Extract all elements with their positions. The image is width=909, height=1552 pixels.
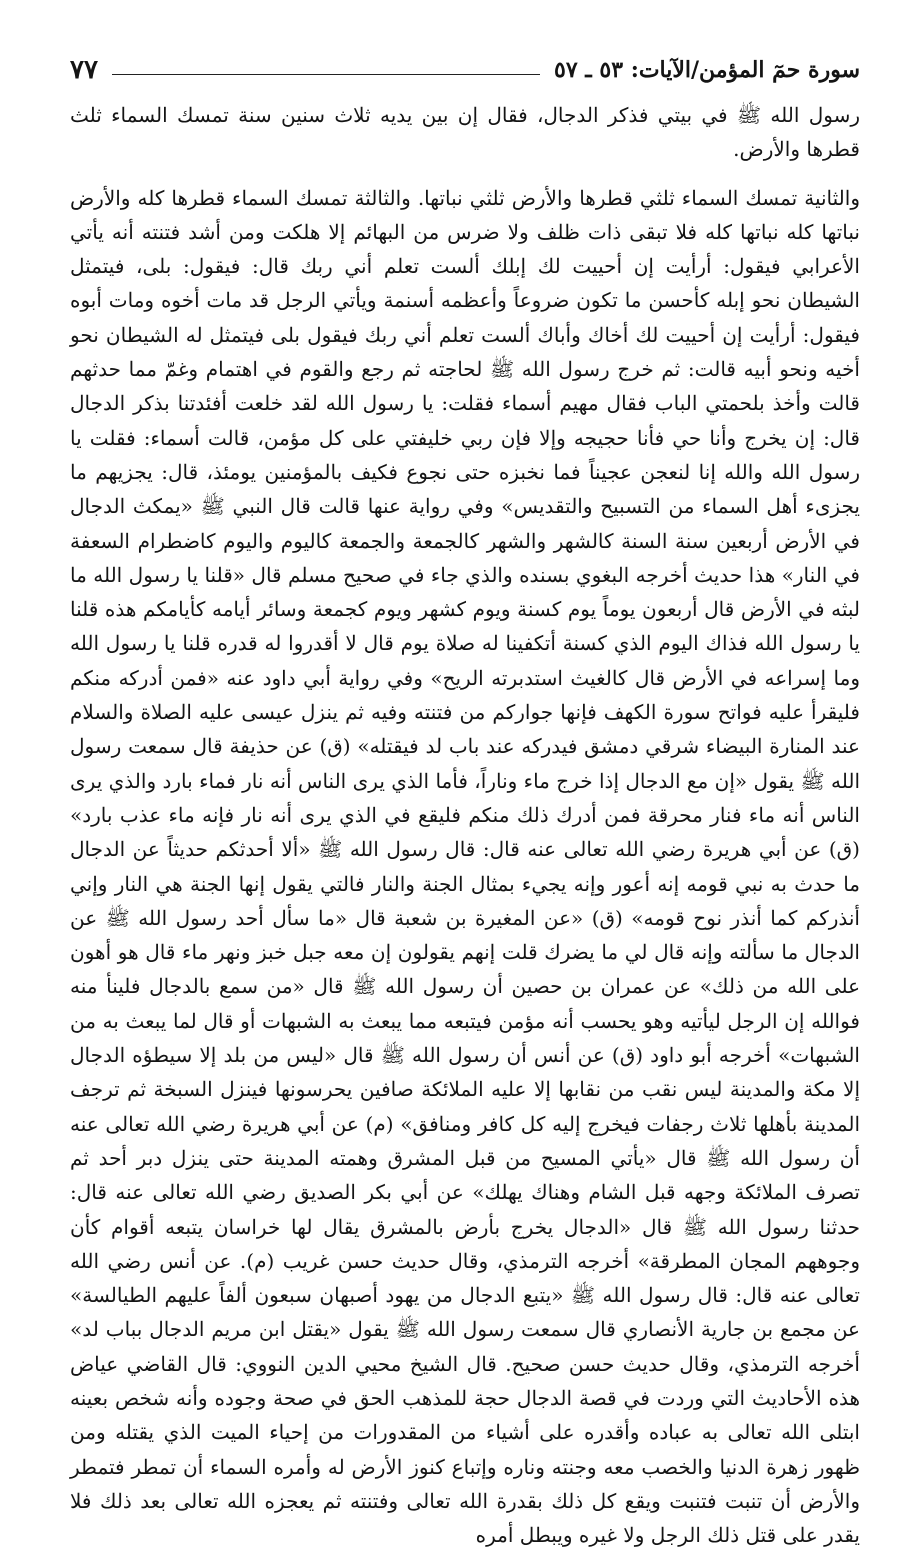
header-rule bbox=[112, 74, 540, 75]
surah-title: سورة حمٓ المؤمن/الآيات: ٥٣ ـ ٥٧ bbox=[554, 57, 860, 83]
paragraph-1: رسول الله ﷺ في بيتي فذكر الدجال، فقال إن بين يديه ثلاث سنين سنة تمسك السماء ثلث قطرها والأرض. bbox=[70, 103, 860, 162]
book-page bbox=[70, 50, 860, 1548]
page-header bbox=[70, 50, 860, 90]
page-number: ٧٧ bbox=[70, 55, 98, 85]
paragraph-2: والثانية تمسك السماء ثلثي قطرها والأرض ثلثي نباتها. والثالثة تمسك السماء قطرها كله والأرض نباتها كله نباتها كله فلا تبقى ذات ظلف ولا ضرس من البهائم إلا هلكت ومن أشد فتنته أنه يأتي الأعرابي فيقول: أرأيت إن أحييت لك إبلك ألست تعلم أني ربك قال: فيقول: بلى، فيتمثل الشيطان نحو إبله كأحسن ما تكون ضروعاً وأعظمه أسنمة ويأتي الرجل قد مات أخوه ومات أبوه فيقول: أرأيت إن أحييت لك أخاك وأباك ألست تعلم أني ربك فيقول بلى فيتمثل له الشيطان نحو أخيه ونحو أبيه قالت: ثم خرج رسول الله ﷺ لحاجته ثم رجع والقوم في اهتمام وغمّ مما حدثهم قالت وأخذ بلحمتي الباب فقال مهيم أسماء فقلت: يا رسول الله لقد خلعت أفئدتنا بذكر الدجال قال: إن يخرج وأنا حي فأنا حجيجه وإلا فإن ربي خليفتي على كل مؤمن، قالت أسماء: فقلت يا رسول الله والله إنا لنعجن عجيناً فما نخبزه حتى نجوع فكيف بالمؤمنين يومئذ، قال: يجزيهم ما يجزىء أهل السماء من التسبيح والتقديس» وفي رواية عنها قالت قال النبي ﷺ «يمكث الدجال في الأرض أربعين سنة السنة كالشهر والشهر كالجمعة والجمعة كاليوم واليوم كاضطرام السعفة في النار» هذا حديث أخرجه البغوي بسنده والذي جاء في صحيح مسلم قال «قلنا يا رسول الله ما لبثه في الأرض قال أربعون يوماً يوم كسنة ويوم كشهر ويوم كجمعة وسائر أيامه كأيامكم هذه قلنا يا رسول الله فذاك اليوم الذي كسنة أتكفينا له صلاة يوم قال لا أقدروا له قدره قلنا يا رسول الله وما إسراعه في الأرض قال كالغيث استدبرته الريح» وفي رواية أبي داود عنه «فمن أدركه منكم فليقرأ عليه فواتح سورة الكهف فإنها جواركم من فتنته وفيه ثم ينزل عيسى عليه الصلاة والسلام عند المنارة البيضاء شرقي دمشق فيدركه عند باب لد فيقتله» (ق) عن حذيفة قال سمعت رسول الله ﷺ يقول «إن مع الدجال إذا خرج ماء وناراً، فأما الذي يرى الناس أنه نار فماء بارد والذي يرى الناس أنه ماء فنار محرقة فمن أدرك ذلك منكم فليقع في الذي يرى أنه نار فإنه ماء عذب بارد» (ق) عن أبي هريرة رضي الله تعالى عنه قال: قال رسول الله ﷺ «ألا أحدثكم حديثاً عن الدجال ما حدث به نبي قومه إنه أعور وإنه يجيء بمثال الجنة والنار فالتي يقول إنها الجنة هي النار وإني أنذركم كما أنذر نوح قومه» (ق) «عن المغيرة بن شعبة قال «ما سأل أحد رسول الله ﷺ عن الدجال ما سألته وإنه قال لي ما يضرك قلت إنهم يقولون إن معه جبل خبز ونهر ماء قال هو أهون على الله من ذلك» عن عمران بن حصين أن رسول الله ﷺ قال «من سمع بالدجال فلينأ منه فوالله إن الرجل ليأتيه وهو يحسب أنه مؤمن فيتبعه مما يبعث به الشبهات أو قال لما يبعث به من الشبهات» أخرجه أبو داود (ق) عن أنس أن رسول الله ﷺ قال «ليس من بلد إلا سيطؤه الدجال إلا مكة والمدينة ليس نقب من نقابها إلا عليه الملائكة صافين يحرسونها فينزل السبخة ثم ترجف المدينة بأهلها ثلاث رجفات فيخرج إليه كل كافر ومنافق» (م) عن أبي هريرة رضي الله تعالى عنه أن رسول الله ﷺ قال «يأتي المسيح من قبل المشرق وهمته المدينة حتى ينزل دبر أحد ثم تصرف الملائكة وجهه قبل الشام وهناك يهلك» عن أبي بكر الصديق رضي الله تعالى عنه قال: حدثنا رسول الله ﷺ قال «الدجال يخرج بأرض بالمشرق يقال لها خراسان يتبعه أقوام كأن وجوههم المجان المطرقة» أخرجه الترمذي، وقال حديث حسن غريب (م). عن أنس رضي الله تعالى عنه قال: قال رسول الله ﷺ «يتبع الدجال من يهود أصبهان سبعون ألفاً عليهم الطيالسة» عن مجمع بن جارية الأنصاري قال سمعت رسول الله ﷺ يقول «يقتل ابن مريم الدجال بباب لد» أخرجه الترمذي، وقال حديث حسن صحيح. قال الشيخ محيي الدين النووي: قال القاضي عياض هذه الأحاديث التي وردت في قصة الدجال حجة للمذهب الحق في صحة وجوده وأنه شخص بعينه ابتلى الله تعالى به عباده وأقدره على أشياء من المقدورات من إحياء الميت الذي يقتله ومن ظهور زهرة الدنيا والخصب معه وجنته وناره وإتباع كنوز الأرض له وأمره السماء أن تمطر فتمطر والأرض أن تنبت فتنبت ويقع كل ذلك بقدرة الله تعالى وفتنته ثم يعجزه الله تعالى بعد ذلك فلا يقدر على قتل ذلك الرجل ولا غيره ويبطل أمره bbox=[70, 185, 860, 1548]
body-text bbox=[70, 98, 860, 1552]
